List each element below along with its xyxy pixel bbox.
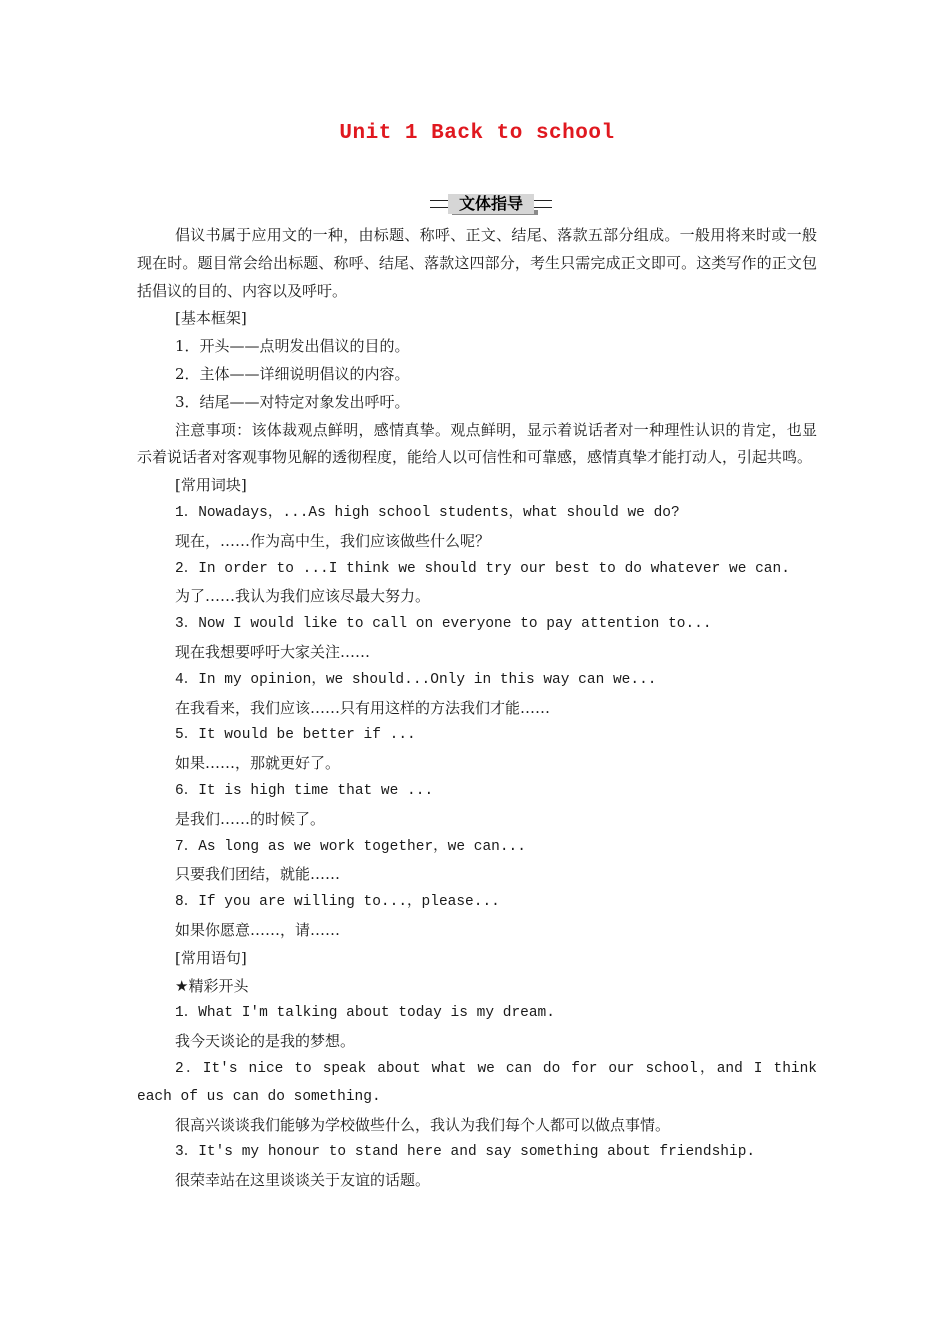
framework-item: 1．开头——点明发出倡议的目的。 bbox=[175, 337, 410, 356]
sentence-chinese: 很荣幸站在这里谈谈关于友谊的话题。 bbox=[175, 1171, 431, 1190]
framework-note: 注意事项：该体裁观点鲜明，感情真挚。观点鲜明，显示着说话者对一种理性认识的肯定，也显示着说话者对客观事物见解的透彻程度，能给人以可信性和可靠感，感情真挚才能打动人，引起共鸣。 bbox=[137, 420, 817, 467]
framework-heading: [基本框架] bbox=[175, 309, 247, 328]
phrase-chinese: 只要我们团结，就能…… bbox=[175, 865, 341, 884]
sentence-english: 2．It's nice to speak about what we can do for our school，and I think each of us can do something. bbox=[137, 1060, 817, 1105]
framework-item: 2．主体——详细说明倡议的内容。 bbox=[175, 364, 410, 383]
phrase-english: 1．Nowadays，...As high school students，what should we do? bbox=[175, 504, 680, 521]
section-heading-label: 文体指导 bbox=[448, 194, 534, 214]
sentences-subheading: ★精彩开头 bbox=[175, 976, 249, 995]
phrase-english: 6．It is high time that we ... bbox=[175, 782, 434, 799]
section-heading bbox=[430, 194, 552, 214]
phrase-chinese: 是我们……的时候了。 bbox=[175, 809, 326, 828]
sentence-english: 3．It's my honour to stand here and say something about friendship. bbox=[175, 1144, 756, 1161]
phrase-chinese: 在我看来，我们应该……只有用这样的方法我们才能…… bbox=[175, 698, 551, 717]
phrases-heading: [常用词块] bbox=[175, 476, 247, 495]
phrase-english: 8．If you are willing to...，please... bbox=[175, 894, 500, 911]
phrase-english: 2．In order to ...I think we should try our best to do whatever we can. bbox=[175, 560, 790, 577]
intro-paragraph: 倡议书属于应用文的一种，由标题、称呼、正文、结尾、落款五部分组成。一般用将来时或一般现在时。题目常会给出标题、称呼、结尾、落款这四部分，考生只需完成正文即可。这类写作的正文包括倡议的目的、内容以及呼吁。 bbox=[137, 226, 817, 300]
phrase-chinese: 如果你愿意……，请…… bbox=[175, 920, 341, 939]
phrase-english: 7．As long as we work together，we can... bbox=[175, 838, 526, 855]
phrase-chinese: 现在，……作为高中生，我们应该做些什么呢？ bbox=[175, 531, 491, 550]
phrase-chinese: 现在我想要呼吁大家关注…… bbox=[175, 642, 371, 661]
sentence-english: 1．What I'm talking about today is my dream. bbox=[175, 1005, 555, 1022]
sentences-heading: [常用语句] bbox=[175, 948, 247, 967]
framework-item: 3．结尾——对特定对象发出呼吁。 bbox=[175, 392, 410, 411]
unit-title: Unit 1 Back to school bbox=[339, 122, 615, 145]
phrase-chinese: 如果……，那就更好了。 bbox=[175, 754, 341, 773]
phrase-english: 3．Now I would like to call on everyone to pay attention to... bbox=[175, 616, 712, 633]
sentence-chinese: 我今天谈论的是我的梦想。 bbox=[175, 1032, 356, 1051]
sentence-chinese: 很高兴谈谈我们能够为学校做些什么，我认为我们每个人都可以做点事情。 bbox=[175, 1115, 671, 1134]
document-body bbox=[137, 222, 817, 1195]
phrase-chinese: 为了……我认为我们应该尽最大努力。 bbox=[175, 587, 431, 606]
phrase-english: 5．It would be better if ... bbox=[175, 727, 416, 744]
phrase-english: 4．In my opinion，we should...Only in this way can we... bbox=[175, 671, 657, 688]
